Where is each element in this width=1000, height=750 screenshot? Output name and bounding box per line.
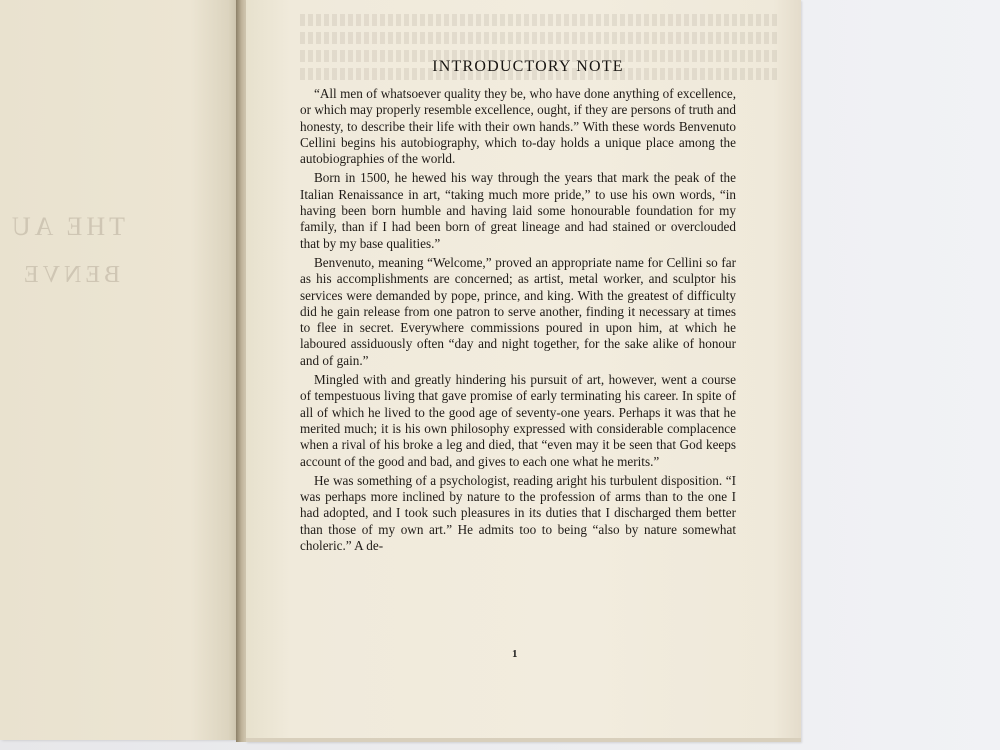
page-text-block bbox=[300, 58, 736, 557]
paragraph-2: Born in 1500, he hewed his way through the years that mark the peak of the Italian Renaissance in art, “taking much more pride,” to use his own words, “in having been born humble and having laid some honourable foundation for my family, than if I had been born of great lineage and had stained or overclouded that by my base qualities.” bbox=[300, 170, 736, 251]
left-page-bleed-through-title: THE AU bbox=[7, 212, 125, 241]
page-number: 1 bbox=[512, 648, 518, 660]
paragraph-3: Benvenuto, meaning “Welcome,” proved an appropriate name for Cellini so far as his accomplishments are concerned; as artist, metal worker, and sculptor his services were demanded by pope, prince, and king. With the greatest of difficulty did he gain release from one patron to serve another, finding it necessary at times to flee in secret. Everywhere commissions poured in upon him, at which he laboured assiduously often “day and night together, for the sake alike of honour and of gain.” bbox=[300, 254, 736, 368]
left-page-bleed-through-author: BENVE bbox=[20, 262, 120, 288]
page-title: INTRODUCTORY NOTE bbox=[432, 58, 624, 75]
paragraph-4: Mingled with and greatly hindering his pursuit of art, however, went a course of tempestuous living that gave promise of early terminating his career. In spite of all of which he lived to the good age of seventy-one years. Perhaps it was that he merited much; it is his own philosophy expressed with considerable complacence when a rival of his broke a leg and died, that “even may it be seen that God keeps account of the good and bad, and gives to each one what he merits.” bbox=[300, 372, 736, 469]
page-edge bbox=[246, 738, 801, 742]
left-page bbox=[0, 0, 238, 740]
paragraph-1: “All men of whatsoever quality they be, who have done anything of excellence, or which may properly resemble excellence, ought, if they are persons of truth and honesty, to describe their life with their own hands.” With these words Benvenuto Cellini begins his autobiography, which to-day holds a unique place among the autobiographies of the world. bbox=[300, 86, 736, 167]
paragraph-5: He was something of a psychologist, reading aright his turbulent disposition. “I was perhaps more inclined by nature to the profession of arms than to the one I had adopted, and I took such pleasures in its duties that I discharged them better than those of my own art.” He admits too to being “also by nature somewhat choleric.” A de- bbox=[300, 472, 736, 554]
